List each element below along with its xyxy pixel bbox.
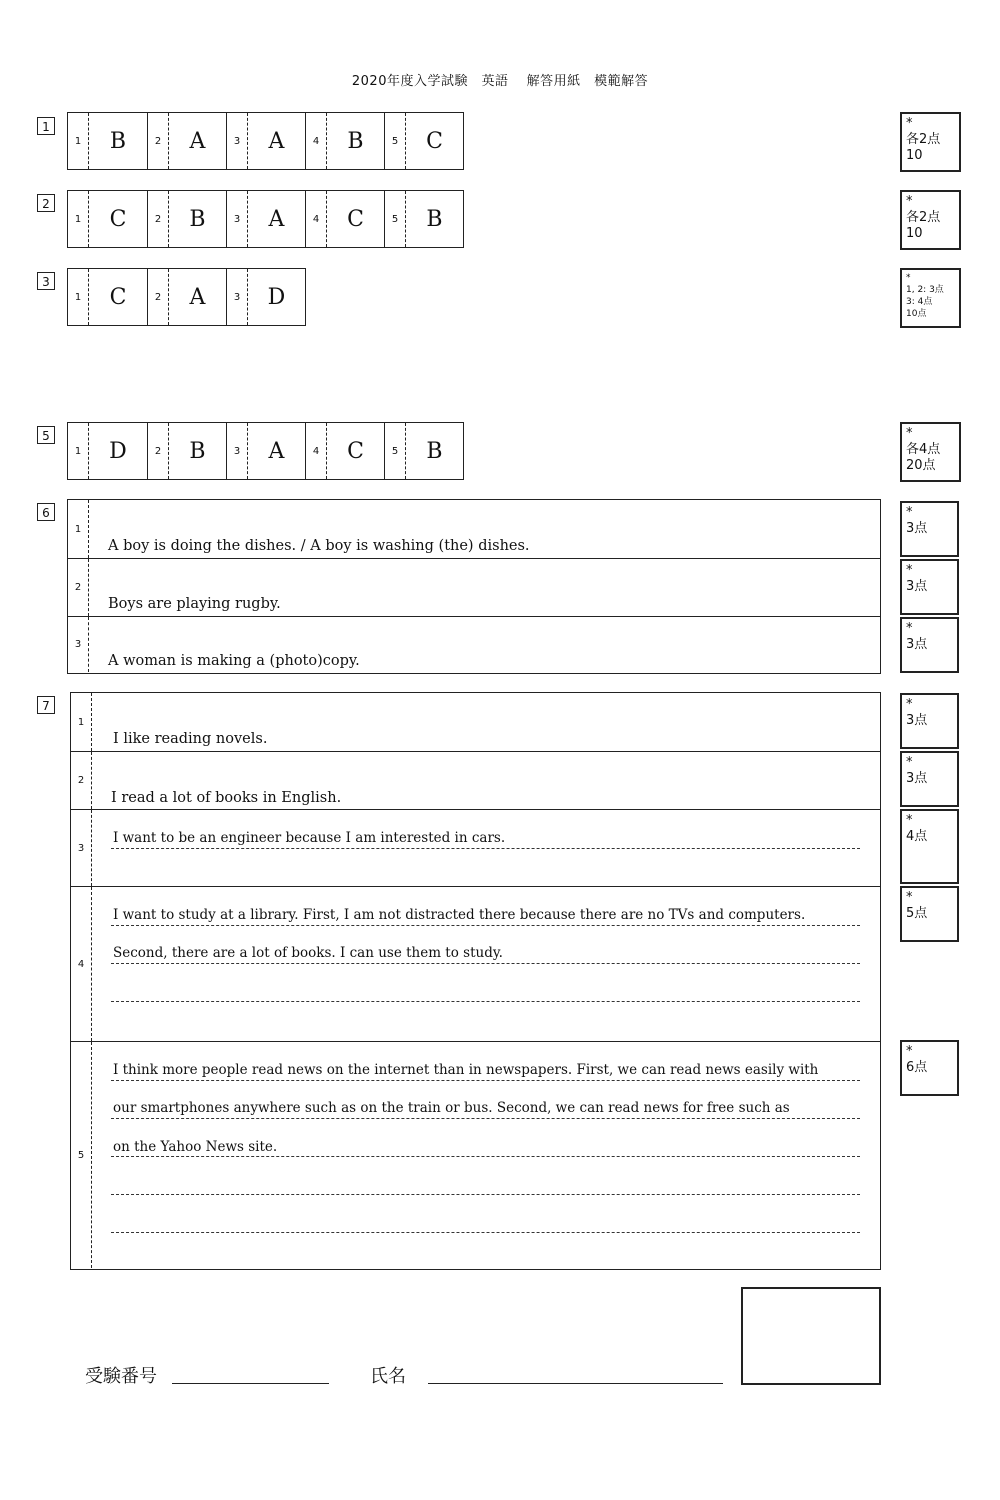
item-number: 4: [306, 113, 327, 169]
answer-letter: C: [426, 128, 443, 154]
answer-letter: B: [189, 206, 206, 232]
score-box-q5: * 各4点 20点: [900, 422, 961, 482]
answer-cell: [384, 191, 463, 247]
answer-text: on the Yahoo News site.: [113, 1139, 278, 1155]
answer-letter: A: [189, 128, 206, 154]
answer-row: [71, 1041, 880, 1268]
answer-letter: B: [426, 438, 443, 464]
answer-letter: B: [109, 128, 127, 154]
answer-letter: C: [347, 206, 364, 232]
answer-text: I think more people read news on the internet than in newspapers. First, we can read news easily with: [113, 1062, 819, 1078]
page-title: 2020年度入学試験 英語 解答用紙 模範解答: [351, 74, 649, 89]
answer-letter: A: [268, 438, 285, 464]
score-box-q6-2: * 3点: [900, 559, 959, 615]
item-number: 1: [68, 191, 89, 247]
answer-row: [71, 886, 880, 1041]
dashed-writing-line: [111, 1232, 860, 1233]
question-2-number: 2: [37, 194, 55, 212]
answer-cell: [147, 269, 226, 325]
exam-number-underline: [172, 1383, 329, 1384]
item-number: 3: [227, 113, 248, 169]
answer-text: Second, there are a lot of books. I can use them to study.: [113, 945, 503, 961]
exam-number-label: 受験番号: [85, 1366, 157, 1387]
dashed-writing-line: [111, 1118, 860, 1119]
score-box-q1: * 各2点 10: [900, 112, 961, 172]
answer-cell: [305, 113, 384, 169]
score-box-q7-4: * 5点: [900, 886, 959, 942]
item-number: 1: [71, 693, 92, 751]
question-7-number: 7: [37, 696, 55, 714]
answer-letter: B: [189, 438, 206, 464]
question-5-number: 5: [37, 426, 55, 444]
answer-letter: C: [109, 284, 127, 310]
answer-letter: B: [426, 206, 443, 232]
question-7-answer-block: [70, 692, 881, 1270]
item-number: 5: [385, 423, 406, 479]
answer-cell: [68, 423, 147, 479]
item-number: 5: [385, 113, 406, 169]
answer-text: Boys are playing rugby.: [108, 596, 281, 612]
question-3-number: 3: [37, 272, 55, 290]
answer-text: A boy is doing the dishes. / A boy is washing (the) dishes.: [108, 538, 530, 554]
answer-letter: C: [347, 438, 364, 464]
dashed-writing-line: [111, 1194, 860, 1195]
answer-text: our smartphones anywhere such as on the train or bus. Second, we can read news for free such as: [113, 1100, 790, 1116]
answer-letter: A: [189, 284, 206, 310]
question-3-answer-row: [67, 268, 306, 326]
answer-cell: [384, 423, 463, 479]
question-6-answer-block: [67, 499, 881, 674]
answer-cell: [68, 269, 147, 325]
answer-letter: C: [109, 206, 127, 232]
answer-cell: [384, 113, 463, 169]
item-number: 2: [148, 191, 169, 247]
score-box-q7-1: * 3点: [900, 693, 959, 749]
item-number: 1: [68, 500, 89, 558]
answer-letter: A: [268, 128, 285, 154]
dashed-writing-line: [111, 1001, 860, 1002]
item-number: 5: [385, 191, 406, 247]
dashed-writing-line: [111, 1156, 860, 1157]
answer-letter: D: [267, 284, 286, 310]
answer-cell: [68, 191, 147, 247]
answer-cell: [226, 113, 305, 169]
score-box-q6-1: * 3点: [900, 501, 959, 557]
item-number: 5: [71, 1042, 92, 1268]
item-number: 1: [68, 113, 89, 169]
score-box-q7-3: * 4点: [900, 809, 959, 884]
item-number: 4: [306, 191, 327, 247]
answer-text: I read a lot of books in English.: [111, 790, 342, 806]
question-5-answer-row: [67, 422, 464, 480]
item-number: 3: [227, 269, 248, 325]
dashed-writing-line: [111, 963, 860, 964]
score-box-q7-5: * 6点: [900, 1040, 959, 1096]
dashed-writing-line: [111, 925, 860, 926]
dashed-writing-line: [111, 848, 860, 849]
answer-row: [71, 751, 880, 809]
answer-cell: [305, 423, 384, 479]
answer-letter: A: [268, 206, 285, 232]
answer-cell: [305, 191, 384, 247]
question-1-answer-row: [67, 112, 464, 170]
answer-cell: [68, 113, 147, 169]
item-number: 2: [148, 423, 169, 479]
item-number: 4: [71, 887, 92, 1041]
answer-cell: [226, 269, 305, 325]
item-number: 2: [68, 559, 89, 616]
item-number: 2: [71, 752, 92, 809]
score-box-q7-2: * 3点: [900, 751, 959, 807]
answer-row: [68, 558, 880, 616]
answer-text: I want to be an engineer because I am interested in cars.: [113, 830, 506, 846]
answer-cell: [147, 113, 226, 169]
answer-cell: [226, 423, 305, 479]
item-number: 2: [148, 269, 169, 325]
question-6-number: 6: [37, 503, 55, 521]
answer-letter: B: [347, 128, 364, 154]
name-label: 氏名: [370, 1366, 406, 1387]
name-underline: [428, 1383, 723, 1384]
answer-text: I like reading novels.: [113, 731, 268, 747]
item-number: 4: [306, 423, 327, 479]
question-1-number: 1: [37, 117, 55, 135]
answer-row: [71, 693, 880, 751]
total-score-box: [741, 1287, 881, 1385]
item-number: 3: [71, 810, 92, 886]
item-number: 3: [227, 423, 248, 479]
answer-letter: D: [109, 438, 127, 464]
answer-cell: [147, 191, 226, 247]
item-number: 2: [148, 113, 169, 169]
score-box-q3: * 1, 2: 3点 3: 4点 10点: [900, 268, 961, 328]
score-box-q2: * 各2点 10: [900, 190, 961, 250]
item-number: 1: [68, 423, 89, 479]
answer-cell: [147, 423, 226, 479]
answer-row: [68, 500, 880, 558]
score-box-q6-3: * 3点: [900, 617, 959, 673]
question-2-answer-row: [67, 190, 464, 248]
answer-text: A woman is making a (photo)copy.: [108, 653, 360, 669]
item-number: 3: [68, 617, 89, 672]
answer-cell: [226, 191, 305, 247]
item-number: 1: [68, 269, 89, 325]
answer-row: [68, 616, 880, 672]
item-number: 3: [227, 191, 248, 247]
answer-row: [71, 809, 880, 886]
dashed-writing-line: [111, 1080, 860, 1081]
answer-text: I want to study at a library. First, I am not distracted there because there are no TVs and computers.: [113, 907, 806, 923]
